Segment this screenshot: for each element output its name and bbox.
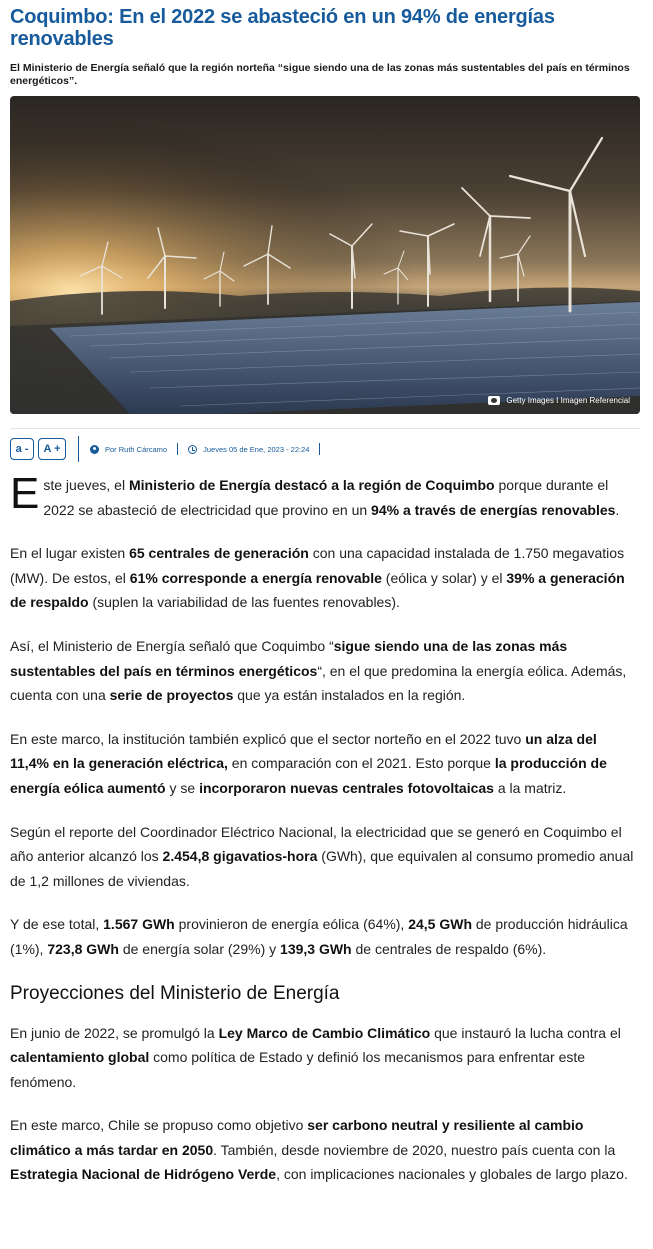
- bold-text: Estrategia Nacional de Hidrógeno Verde: [10, 1166, 277, 1183]
- text: que instauró la lucha contra el: [430, 1024, 621, 1041]
- paragraph: [10, 1113, 638, 1187]
- paragraph: [10, 727, 638, 801]
- caption-text: Getty Images I Imagen Referencial: [506, 396, 630, 405]
- text: .: [615, 501, 620, 518]
- paragraph: [10, 469, 638, 522]
- page-title: Coquimbo: En el 2022 se abasteció en un 94% de energías renovables: [10, 6, 555, 50]
- paragraph: [10, 541, 638, 615]
- paragraph: [10, 912, 638, 961]
- image-caption: [488, 396, 630, 405]
- text: . También, desde noviembre de 2020, nuestro país cuenta con la: [213, 1141, 616, 1158]
- text: “, en el que predomina la energía eólica. Además, cuenta con una: [10, 662, 627, 704]
- bold-text: 61% corresponde a energía renovable: [129, 569, 382, 586]
- bold-text: 39% a generación de respaldo: [10, 569, 625, 611]
- paragraph: [10, 820, 638, 894]
- wind-solar-illustration: [10, 96, 640, 414]
- paragraph: [10, 1021, 638, 1095]
- article-meta: [10, 434, 641, 464]
- text: de producción hidráulica (1%),: [10, 916, 628, 957]
- text: Y de ese total,: [10, 916, 104, 933]
- text: Según el reporte del Coordinador Eléctrico Nacional, la electricidad que se generó en Coquimbo el año anterior alcanzó los: [10, 823, 622, 865]
- article-body: [10, 469, 638, 1187]
- font-increase-button[interactable]: A +: [38, 438, 66, 460]
- clock-icon: [188, 445, 197, 454]
- section-heading: Proyecciones del Ministerio de Energía: [10, 982, 340, 1004]
- camera-icon: [488, 396, 500, 405]
- text: provinieron de energía eólica (64%),: [174, 916, 409, 933]
- bold-text: sigue siendo una de las zonas más sustentables del país en términos energéticos: [10, 637, 568, 679]
- article-lede: El Ministerio de Energía señaló que la región norteña “sigue siendo una de las zonas más sustentables del país en términos energéticos”.: [10, 62, 630, 87]
- bold-text: 1.567 GWh: [103, 916, 175, 933]
- meta-separator: [177, 443, 178, 455]
- text: , con implicaciones nacionales y globales de largo plazo.: [276, 1166, 628, 1183]
- meta-separator: [319, 443, 320, 455]
- bold-text: un alza del 11,4% en la generación eléctrica,: [10, 730, 597, 772]
- divider: [10, 428, 640, 429]
- text: En junio de 2022, se promulgó la: [10, 1024, 219, 1041]
- bold-text: 139,3 GWh: [280, 940, 352, 957]
- bold-text: ser carbono neutral y resiliente al cambio climático a más tardar en 2050: [10, 1117, 584, 1158]
- bold-text: Ley Marco de Cambio Climático: [218, 1024, 431, 1041]
- bold-text: 94% a través de energías renovables: [371, 501, 616, 518]
- bold-text: 2.454,8 gigavatios-hora: [162, 848, 318, 865]
- text: En este marco, Chile se propuso como objetivo: [10, 1117, 308, 1134]
- bold-text: calentamiento global: [10, 1049, 150, 1066]
- bold-text: serie de proyectos: [109, 687, 234, 704]
- text: que ya están instalados en la región.: [233, 687, 466, 704]
- text: En este marco, la institución también explicó que el sector norteño en el 2022 tuvo: [10, 730, 526, 747]
- font-decrease-button[interactable]: a -: [10, 438, 34, 460]
- bold-text: incorporaron nuevas centrales fotovoltaicas: [199, 779, 494, 796]
- text: de centrales de respaldo (6%).: [351, 940, 547, 957]
- text: con una capacidad instalada de 1.750 megavatios (MW). De estos, el: [10, 545, 625, 586]
- text: (suplen la variabilidad de las fuentes renovables).: [88, 594, 400, 611]
- text: En el lugar existen: [10, 545, 130, 562]
- bold-text: la producción de energía eólica aumentó: [10, 755, 607, 796]
- bold-text: 723,8 GWh: [47, 940, 119, 957]
- text: a la matriz.: [493, 779, 567, 796]
- text: y se: [165, 779, 200, 796]
- drop-cap: E: [10, 469, 40, 518]
- text: de energía solar (29%) y: [118, 940, 281, 957]
- meta-separator: [78, 436, 79, 462]
- text: ste jueves, el: [43, 477, 129, 493]
- bold-text: 24,5 GWh: [408, 916, 472, 933]
- bold-text: Ministerio de Energía destacó a la región de Coquimbo: [128, 477, 495, 493]
- text: (eólica y solar) y el: [381, 569, 507, 586]
- hero-image: [10, 96, 640, 414]
- bold-text: 65 centrales de generación: [129, 545, 309, 562]
- text: como política de Estado y definió los mecanismos para enfrentar este fenómeno.: [10, 1049, 586, 1090]
- publish-date: Jueves 05 de Ene, 2023 - 22:24: [203, 444, 310, 454]
- user-icon: [90, 445, 99, 454]
- paragraph: [10, 634, 638, 708]
- text: porque durante el 2022 se abasteció de electricidad que provino en un: [43, 477, 609, 518]
- text: en comparación con el 2021. Esto porque: [227, 755, 495, 772]
- author-name[interactable]: Por Ruth Cárcamo: [105, 444, 168, 454]
- text: Así, el Ministerio de Energía señaló que Coquimbo “: [10, 637, 334, 654]
- text: (GWh), que equivalen al consumo promedio anual de 1,2 millones de viviendas.: [10, 848, 634, 889]
